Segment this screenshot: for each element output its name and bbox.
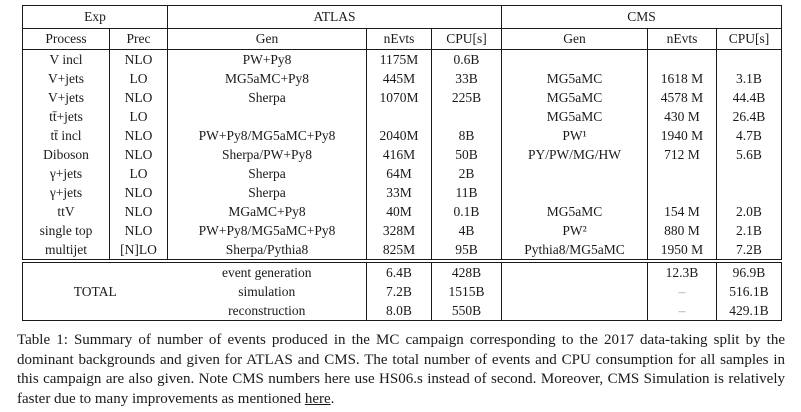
- cell-atlas-gen: PW+Py8/MG5aMC+Py8: [168, 221, 367, 240]
- column-header-row: [23, 29, 782, 50]
- cell-atlas-nevts: 825M: [367, 240, 432, 260]
- col-process: Process: [23, 29, 110, 50]
- total-cms-nevts: –: [648, 301, 717, 321]
- cell-atlas-cpu: [432, 107, 502, 126]
- table-row: [23, 221, 782, 240]
- cell-atlas-nevts: 40M: [367, 202, 432, 221]
- cell-cms-nevts: [648, 50, 717, 70]
- total-cms-cpu: 429.1B: [729, 302, 769, 318]
- cell-atlas-cpu: 11B: [432, 183, 502, 202]
- cell-atlas-cpu: 4B: [432, 221, 502, 240]
- table-row: [23, 164, 782, 183]
- cell-cms-cpu: 26.4B: [732, 108, 766, 124]
- cell-process: tt̄ incl: [23, 126, 110, 145]
- col-prec: Prec: [110, 29, 168, 50]
- cell-cms-cpu: 2.0B: [736, 203, 762, 219]
- cell-cms-nevts: 712 M: [648, 145, 717, 164]
- cell-process: V incl: [23, 50, 110, 70]
- totals-row: [23, 263, 782, 283]
- cell-atlas-cpu: 2B: [432, 164, 502, 183]
- cell-atlas-gen: [168, 107, 367, 126]
- cell-atlas-nevts: 445M: [367, 69, 432, 88]
- table-row: [23, 69, 782, 88]
- cell-atlas-gen: PW+Py8/MG5aMC+Py8: [168, 126, 367, 145]
- cell-prec: LO: [110, 107, 168, 126]
- cell-cms-gen: MG5aMC: [502, 69, 648, 88]
- cell-atlas-gen: Sherpa: [168, 88, 367, 107]
- cell-process: Diboson: [23, 145, 110, 164]
- cell-process: γ+jets: [23, 183, 110, 202]
- cell-prec: NLO: [110, 126, 168, 145]
- cell-prec: NLO: [110, 145, 168, 164]
- total-stage: event generation: [168, 263, 367, 283]
- mc-campaign-table: [22, 5, 782, 260]
- cell-cms-gen: MG5aMC: [502, 202, 648, 221]
- cell-atlas-cpu: 8B: [432, 126, 502, 145]
- cell-process: tt̄+jets: [23, 107, 110, 126]
- total-cms-cpu: 96.9B: [732, 264, 766, 280]
- table-row: [23, 145, 782, 164]
- cell-atlas-nevts: 1175M: [367, 50, 432, 70]
- table-caption: [17, 331, 785, 409]
- cell-atlas-nevts: 33M: [367, 183, 432, 202]
- cell-cms-nevts: 4578 M: [648, 88, 717, 107]
- cell-atlas-nevts: 416M: [367, 145, 432, 164]
- cell-process: V+jets: [23, 88, 110, 107]
- cell-cms-cpu: 4.7B: [736, 127, 762, 143]
- col-atlas-gen: Gen: [168, 29, 367, 50]
- total-cms-nevts: –: [648, 282, 717, 301]
- table-row: [23, 202, 782, 221]
- table-row: [23, 88, 782, 107]
- cell-prec: NLO: [110, 88, 168, 107]
- cell-prec: NLO: [110, 183, 168, 202]
- group-atlas: ATLAS: [168, 6, 502, 29]
- cell-cms-nevts: [648, 164, 717, 183]
- cell-prec: NLO: [110, 221, 168, 240]
- cell-atlas-gen: Sherpa: [168, 164, 367, 183]
- totals-table: [22, 262, 782, 321]
- cell-cms-cpu: 7.2B: [736, 241, 762, 257]
- cell-atlas-nevts: 328M: [367, 221, 432, 240]
- cell-prec: LO: [110, 164, 168, 183]
- cell-process: V+jets: [23, 69, 110, 88]
- cell-atlas-gen: MG5aMC+Py8: [168, 69, 367, 88]
- cell-cms-nevts: 1950 M: [648, 240, 717, 260]
- total-atlas-nevts: 8.0B: [367, 301, 432, 321]
- cell-cms-cpu: [717, 50, 782, 70]
- total-cms-gen: [502, 263, 648, 283]
- cell-cms-nevts: [648, 183, 717, 202]
- total-atlas-cpu: 428B: [432, 263, 502, 283]
- total-cms-nevts: 12.3B: [648, 263, 717, 283]
- total-stage: simulation: [168, 282, 367, 301]
- total-atlas-cpu: 550B: [432, 301, 502, 321]
- table-row: [23, 50, 782, 70]
- total-label: TOTAL: [73, 283, 117, 299]
- cell-prec: NLO: [110, 50, 168, 70]
- total-cms-gen: [502, 282, 648, 301]
- cell-cms-nevts: 1940 M: [648, 126, 717, 145]
- col-atlas-cpu: CPU[s]: [432, 29, 502, 50]
- total-cms-gen: [502, 301, 648, 321]
- cell-cms-gen: MG5aMC: [502, 107, 648, 126]
- col-atlas-nevts: nEvts: [367, 29, 432, 50]
- total-atlas-nevts: 7.2B: [367, 282, 432, 301]
- cell-cms-nevts: 154 M: [648, 202, 717, 221]
- cell-atlas-nevts: 64M: [367, 164, 432, 183]
- cell-cms-gen: [502, 183, 648, 202]
- cell-cms-gen: PW²: [502, 221, 648, 240]
- table-row: [23, 183, 782, 202]
- cell-cms-cpu: 3.1B: [736, 70, 762, 86]
- cell-atlas-cpu: 95B: [432, 240, 502, 260]
- cell-cms-cpu: [717, 183, 782, 202]
- cell-atlas-gen: Sherpa: [168, 183, 367, 202]
- cell-cms-gen: Pythia8/MG5aMC: [502, 240, 648, 260]
- cell-prec: [N]LO: [110, 240, 168, 260]
- col-cms-gen: Gen: [502, 29, 648, 50]
- caption-period: .: [330, 390, 335, 407]
- cell-atlas-cpu: 0.6B: [432, 50, 502, 70]
- cell-process: single top: [23, 221, 110, 240]
- cell-cms-gen: PW¹: [502, 126, 648, 145]
- cell-atlas-nevts: 2040M: [367, 126, 432, 145]
- cell-atlas-gen: PW+Py8: [168, 50, 367, 70]
- cell-cms-gen: [502, 164, 648, 183]
- total-atlas-nevts: 6.4B: [367, 263, 432, 283]
- cell-cms-cpu: 44.4B: [732, 89, 766, 105]
- cell-cms-cpu: 5.6B: [736, 146, 762, 162]
- col-cms-cpu: CPU[s]: [717, 29, 782, 50]
- caption-here-link[interactable]: here: [304, 390, 331, 407]
- group-header-row: [23, 6, 782, 29]
- table-row: [23, 107, 782, 126]
- cell-atlas-gen: Sherpa/PW+Py8: [168, 145, 367, 164]
- cell-process: ttV: [23, 202, 110, 221]
- cell-cms-nevts: 1618 M: [648, 69, 717, 88]
- cell-atlas-gen: Sherpa/Pythia8: [168, 240, 367, 260]
- table-row: [23, 126, 782, 145]
- cell-atlas-cpu: 50B: [432, 145, 502, 164]
- table-row: [23, 240, 782, 260]
- cell-atlas-cpu: 0.1B: [432, 202, 502, 221]
- caption-text: Table 1: Summary of number of events produced in the MC campaign corresponding to the 2017 data-taking split by the dominant backgrounds and given for ATLAS and CMS. The total number of events and CPU consumption for all samples in this campaign are also given. Note CMS numbers here use HS06.s instead of second. Moreover, CMS Simulation is relatively faster due to many improvements as mentioned: [17, 332, 785, 407]
- cell-atlas-cpu: 33B: [432, 69, 502, 88]
- col-cms-nevts: nEvts: [648, 29, 717, 50]
- total-atlas-cpu: 1515B: [432, 282, 502, 301]
- total-stage: reconstruction: [168, 301, 367, 321]
- cell-cms-gen: [502, 50, 648, 70]
- cell-atlas-nevts: 1070M: [367, 88, 432, 107]
- total-cms-cpu: 516.1B: [729, 283, 769, 299]
- cell-atlas-gen: MGaMC+Py8: [168, 202, 367, 221]
- group-exp: Exp: [23, 6, 168, 29]
- cell-process: γ+jets: [23, 164, 110, 183]
- cell-process: multijet: [23, 240, 110, 260]
- cell-cms-nevts: 430 M: [648, 107, 717, 126]
- cell-prec: NLO: [110, 202, 168, 221]
- cell-cms-gen: PY/PW/MG/HW: [502, 145, 648, 164]
- cell-cms-cpu: [717, 164, 782, 183]
- cell-cms-gen: MG5aMC: [502, 88, 648, 107]
- group-cms: CMS: [502, 6, 782, 29]
- cell-atlas-nevts: [367, 107, 432, 126]
- cell-cms-cpu: 2.1B: [736, 222, 762, 238]
- cell-prec: LO: [110, 69, 168, 88]
- cell-cms-nevts: 880 M: [648, 221, 717, 240]
- cell-atlas-cpu: 225B: [432, 88, 502, 107]
